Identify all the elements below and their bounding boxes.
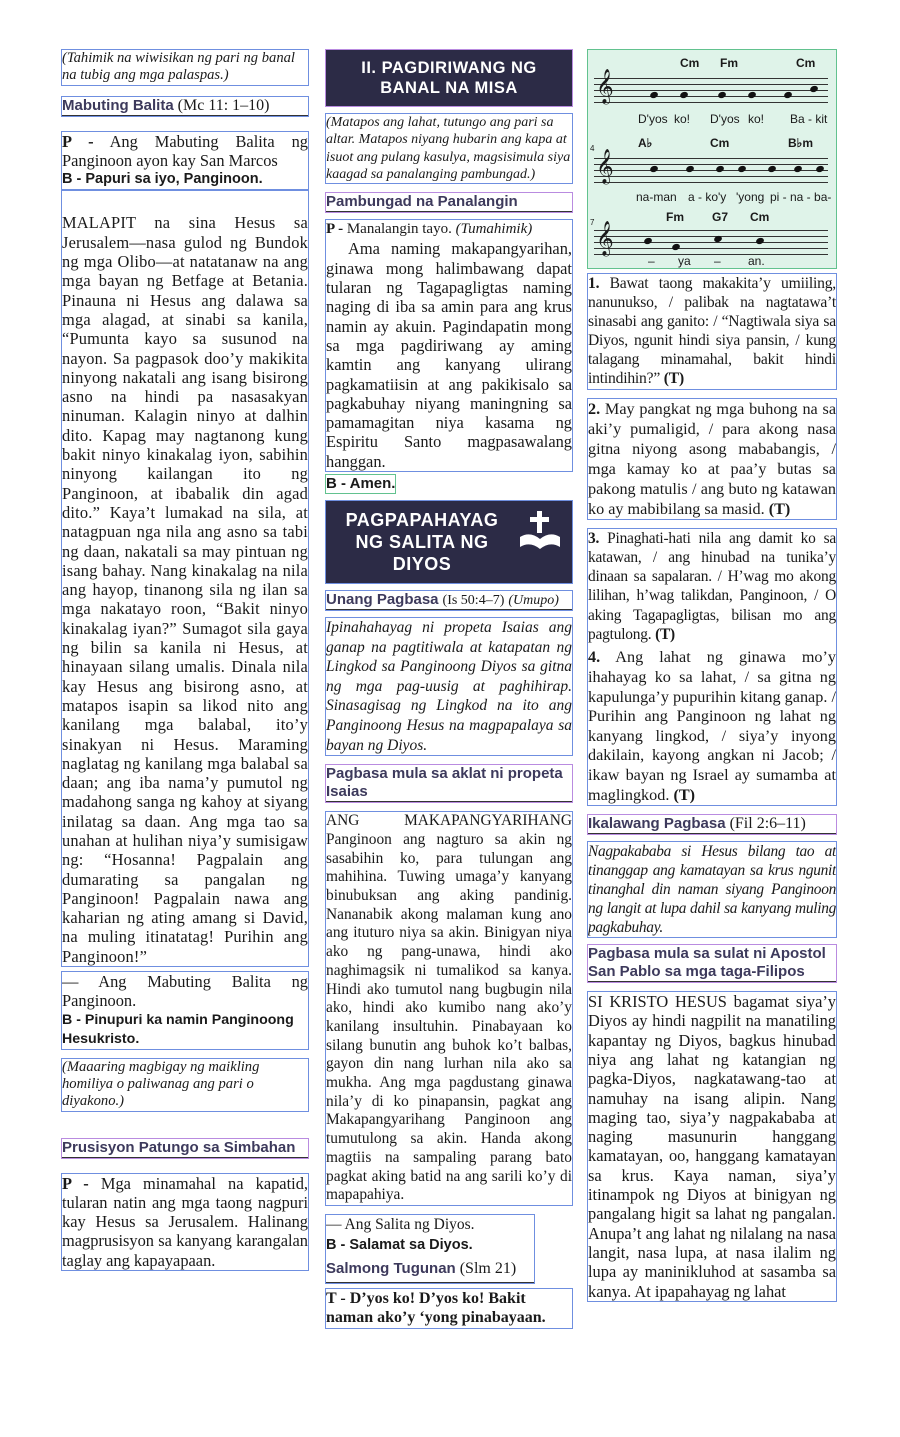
first-reading-rubric: (Umupo) [508, 593, 559, 609]
lyric: ko! [674, 112, 691, 126]
verse-response-marker: (T) [655, 626, 675, 644]
gospel-text-block [62, 191, 308, 966]
lyric: D'yos [710, 112, 740, 126]
first-reading-ref: (Is 50:4–7) [442, 593, 505, 609]
rubric-altar: (Matapos ang lahat, tutungo ang pari sa altar. Matapos niyang hubarin ang kapa at isuot ang pulang kasulya, magsisimula siya kaagad sa panalanging pambungad.) [326, 115, 571, 182]
verse-body: Bawat taong makakita’y umiiling, nanunukso, / palibak na nagtatawa’t sinasabi ang ganito: / “Nagtiwala siya sa Diyos, ngunit hindi siya pansin, / kung talagang minamahal, bakit hindi intindihin?” [588, 275, 836, 388]
opening-prayer-heading [326, 193, 572, 212]
rubric-homily-block [62, 1059, 308, 1111]
chord: Cm [680, 56, 700, 70]
opening-prayer-title: Pambungad na Panalangin [326, 193, 518, 211]
second-reading-intro: Nagpakababa si Hesus bilang tao at tinanggap ang kamatayan sa krus ngunit tinanghal din naman siyang Panginoon ng langit at lupa dahil sa kanyang muling pagkabuhay. [588, 843, 836, 937]
priest-marker: P - [62, 1173, 89, 1193]
column-right [588, 50, 836, 1307]
gospel-ref: (Mc 11: 1–10) [177, 96, 270, 114]
gospel-intro-response: B - Papuri sa iyo, Panginoon. [62, 171, 263, 188]
measure-number: 7 [590, 218, 595, 227]
first-reading-source: Pagbasa mula sa aklat ni propeta Isaias [326, 765, 563, 801]
rubric-homily: (Maaaring magbigay ng maikling homiliya o paliwanag ang pari o diyakono.) [62, 1058, 260, 1110]
lyric: 'yong [736, 190, 765, 204]
verse-number: 4. [588, 648, 601, 667]
word-banner-line1: PAGPAPAHAYAG [345, 510, 499, 531]
opening-invite [326, 220, 572, 239]
mass-banner-line1: II. PAGDIRIWANG NG [361, 59, 537, 77]
opening-prayer-text: Ama naming makapangyarihan, ginawa mong halimbawang dapat tularan ng Tagapagligtas naming naging di iba sa amin para ang krus namin ay akuin. Pagindapatin mong sa mga pagdiriwang ay aming kamtin ang kanyang ulirang pagkamatiisin at ang pakikisalo sa pagkabuhay niyang maningning sa pamamagitan niya kasama ng Espiritu Santo magpasawalang hanggan. [326, 239, 572, 471]
measure-number: 4 [590, 144, 595, 153]
chord: B♭m [788, 136, 813, 150]
gospel-heading [62, 97, 308, 116]
verse-response-marker: (T) [768, 499, 791, 518]
lyric: pi - na - ba- [770, 190, 832, 204]
first-reading-heading [326, 591, 572, 610]
second-reading-source: Pagbasa mula sa sulat ni Apostol San Pablo sa mga taga-Filipos [588, 945, 826, 981]
verse-response-marker: (T) [663, 370, 684, 388]
rubric-palaspas: (Tahimik na wiwisikan ng pari ng banal na tubig ang mga palaspas.) [62, 50, 295, 84]
mass-banner-line2: BANAL NA MISA [380, 79, 518, 97]
music-staff [594, 230, 828, 256]
gospel-end-block [62, 972, 308, 1049]
first-reading-title: Unang Pagbasa [326, 591, 439, 609]
chord: Cm [796, 56, 816, 70]
word-banner [326, 501, 572, 583]
verse-body: Pinaghati-hati nila ang damit ko sa katawan, / ang hinubad na tunika’y dinaan sa sapalaran. / H’wag mo akong lilihan, h’wag talikdan, Panginoon, / O aking Tagapagligtas, bilisan mo ang pagtulong. [588, 529, 836, 644]
verse-4-text [588, 648, 836, 805]
verse-body: May pangkat ng mga buhong na sa aki’y pumaligid, / para akong nasa gitna niyong asong mababangis, / mga kamay ko at paa’y butas sa pakong matulis / ang buto ng katawan ko ay mabibilang sa masid. [588, 399, 836, 518]
gospel-title: Mabuting Balita [62, 96, 174, 114]
gospel-intro-text: Ang Mabuting Balita ng Panginoon ayon kay San Marcos [62, 131, 308, 170]
second-reading-text: SI KRISTO HESUS bagamat siya’y Diyos ay hindi nagpilit na manatiling kapantay ng Diyos, bagkus hinubad niya ang lahat ng katangian ng pagka-Diyos, nagkatawang-tao at namuhay na isang alipin. Nang maging tao, siya’y nagpakababa at naging masunurin hanggang kamatayan, oo, hanggang kamatayan sa krus. Kaya naman, siya’y itinampok ng Diyos at binigyan ng pangalang higit sa lahat ng pangalan. Anupa’t ang lahat ng nilalang na nasa langit, nasa lupa, at nasa ilalim ng lupa ay maninikluhod at sasamba sa kanya. At ipapahayag ng lahat [588, 992, 836, 1301]
procession-block [62, 1174, 308, 1270]
first-reading-text: ANG MAKAPANGYARIHANG Panginoon ang nagturo sa akin ng sasabihin ko, para tulungan ang mahihina. Tuwing umaga’y kanyang binubuksan ang aking pandinig. Nananabik akong malaman kung ano ang ituturo niya sa akin. Binigyan niya ako ng pang-unawa, hindi ako naghimagsik ni tumalikod sa kanya. Hindi ako tumutol nang bugbugin nila ako, hindi ako kumibo nang ako’y kanilang insultuhin. Pinabayaan ko silang bunutin ang buhok ko’t balbas, gayon din nang lurhan nila ako sa mukha. Ang mga pagdustang ginawa nila’y di ko pinapansin, pagkat ang Makapangyarihang Panginoon ang tumutulong sa akin. Handa akong magtiis na sampaling parang bato pagkat aking batid na ang sarili ko’y di mapapahiya. [326, 812, 572, 1204]
bible-cross-icon [518, 509, 562, 551]
procession-body: Mga minamahal na kapatid, tularan natin ang mga taong nagpuri kay Hesus sa Jerusalem. Halinang magprusisyon sa kanyang karangalan taglay ang kapayapaan. [62, 1173, 308, 1270]
first-reading-end-response: B - Salamat sa Diyos. [326, 1236, 473, 1253]
lyric: – [714, 254, 721, 268]
lyric: ko! [748, 112, 765, 126]
psalm-verse-3-4 [588, 529, 836, 806]
mass-banner-text [326, 50, 572, 106]
rubric-palaspas-block [62, 50, 308, 85]
psalm-ref: (Slm 21) [459, 1259, 517, 1277]
gospel-intro [62, 132, 308, 171]
psalm-music-score [588, 50, 836, 268]
verse-number: 1. [588, 275, 600, 292]
lyric: – [648, 254, 655, 268]
chord: Fm [720, 56, 738, 70]
procession-title: Prusisyon Patungo sa Simbahan [62, 1138, 296, 1156]
lyric: D'yos [638, 112, 668, 126]
lyric: Ba - kit [790, 112, 828, 126]
psalm-heading [326, 1256, 534, 1283]
word-banner-line2: NG SALITA NG DIYOS [355, 532, 489, 575]
verse-1-text [588, 274, 836, 389]
column-left [62, 50, 308, 1276]
chord: Fm [666, 210, 684, 224]
psalm-title: Salmong Tugunan [326, 1259, 456, 1277]
first-reading-end-block [326, 1215, 534, 1283]
first-reading-block [326, 812, 572, 1205]
opening-amen: B - Amen. [326, 475, 396, 493]
gospel-end-response: B - Pinupuri ka namin Panginoong Hesukristo. [62, 1011, 294, 1047]
music-staff [594, 78, 828, 104]
first-reading-source-block [326, 765, 572, 802]
second-reading-ref: (Fil 2:6–11) [729, 815, 806, 833]
music-staff [594, 158, 828, 184]
second-reading-heading [588, 815, 836, 834]
rubric-altar-block [326, 114, 572, 183]
chord: A♭ [638, 136, 653, 150]
psalm-response: T - D’yos ko! D’yos ko! Bakit naman ako’y ‘yong pinabayaan. [326, 1289, 546, 1327]
treble-clef-icon: 𝄞 [596, 150, 614, 183]
second-reading-block [588, 992, 836, 1301]
verse-body: Ang lahat ng ginawa mo’y ihahayag ko sa lahat, / sa gitna ng kapulunga’y pupurihin kitang ganap. / Purihin ang Panginoon ng lahat ng kanyang lingkod, / siya’y inyong dakilain, kayong angkan ni Jacob; / ikaw bayan ng Israel ay sumamba at maglingkod. [588, 648, 836, 804]
opening-rubric: (Tumahimik) [455, 221, 533, 238]
mass-banner [326, 50, 572, 106]
verse-number: 2. [588, 399, 601, 418]
psalm-response-block [326, 1289, 572, 1328]
opening-invite-text: Manalangin tayo. [343, 221, 456, 238]
chord: G7 [712, 210, 729, 224]
chord: Cm [750, 210, 770, 224]
opening-amen-block [326, 475, 395, 493]
lyric: an. [748, 254, 765, 268]
second-reading-title: Ikalawang Pagbasa [588, 815, 726, 833]
psalm-verse-1 [588, 274, 836, 389]
verse-2-text [588, 399, 836, 519]
gospel-intro-block [62, 132, 308, 190]
second-reading-source-block [588, 945, 836, 982]
verse-number: 3. [588, 529, 600, 547]
first-reading-end: — Ang Salita ng Diyos. [326, 1215, 475, 1233]
chord: Cm [710, 136, 730, 150]
verse-response-marker: (T) [673, 785, 696, 804]
treble-clef-icon: 𝄞 [596, 222, 614, 255]
first-reading-intro: Ipinahahayag ni propeta Isaias ang ganap na pagtitiwala at katapatan ng Lingkod sa Panginoong Diyos sa gitna ng mga pag-uusig at paghihirap. Sinasagisag ng Lingkod na ito ang Panginoong Hesus na magpapalaya sa bayan ng Diyos. [326, 619, 572, 754]
first-reading-intro-block [326, 618, 572, 755]
column-middle [326, 50, 572, 1334]
lyric: a - ko'y [688, 190, 727, 204]
second-reading-intro-block [588, 842, 836, 937]
treble-clef-icon: 𝄞 [596, 70, 614, 103]
procession-heading [62, 1139, 308, 1158]
procession-text [62, 1174, 308, 1270]
gospel-end: — Ang Mabuting Balita ng Panginoon. [62, 972, 308, 1011]
psalm-verse-2 [588, 399, 836, 519]
lyric: ya [678, 254, 691, 268]
gospel-text: MALAPIT na sina Hesus sa Jerusalem—nasa gulod ng Bundok ng mga Olibo—at natatanaw na ang mga bayan ng Betfage at Betania. Pinauna ni Hesus ang dalawa sa mga alagad, at sinabi sa kanila, “Pumunta kayo sa susunod na nayon. Sa pagpasok doo’y makikita ninyong nakatali ang isang bisirong asno na hindi pa nasasakyan ninuman. Kalagin ninyo at dalhin dito. Kapag may nagtanong kung bakit ninyo kinakalag iyon, sabihin ninyong kailangan ito ng Panginoon, at ibabalik din agad dito.” Kaya’t lumakad na sila, at natagpuan nga nila ang asno sa tabi ng daan, nakatali sa may pintuan ng isang bahay. Nang kinakalag na nila ang hayop, tinanong sila ng ilan sa mga nakatayo roon, “Bakit ninyo kinakalag iyan?” Sumagot sila gaya ng bilin sa kanila ni Hesus, at hinayaan silang umalis. Dinala nila kay Hesus ang bisirong asno, at matapos isapin sa likod nito ang kanilang mga balabal, ito’y sinakyan ni Hesus. Maraming naglatag ng kanilang mga balabal sa daan; ang iba nama’y pumutol ng madahong sanga ng kahoy at siyang inilatag sa daan. Ang mga tao sa unahan at hulihan niya’y sumisigaw ng: “Hosanna! Pagpalain ang dumarating sa pangalan ng Panginoon! Pagpalain nawa ang kaharian ng ating amang si David, na muling itinatatag! Purihin ang Panginoon!” [62, 213, 308, 966]
priest-marker: P - [62, 131, 94, 151]
verse-3-text [588, 529, 836, 645]
priest-marker: P - [326, 221, 344, 238]
opening-prayer-block [326, 220, 572, 471]
lyric: na-man [636, 190, 677, 204]
